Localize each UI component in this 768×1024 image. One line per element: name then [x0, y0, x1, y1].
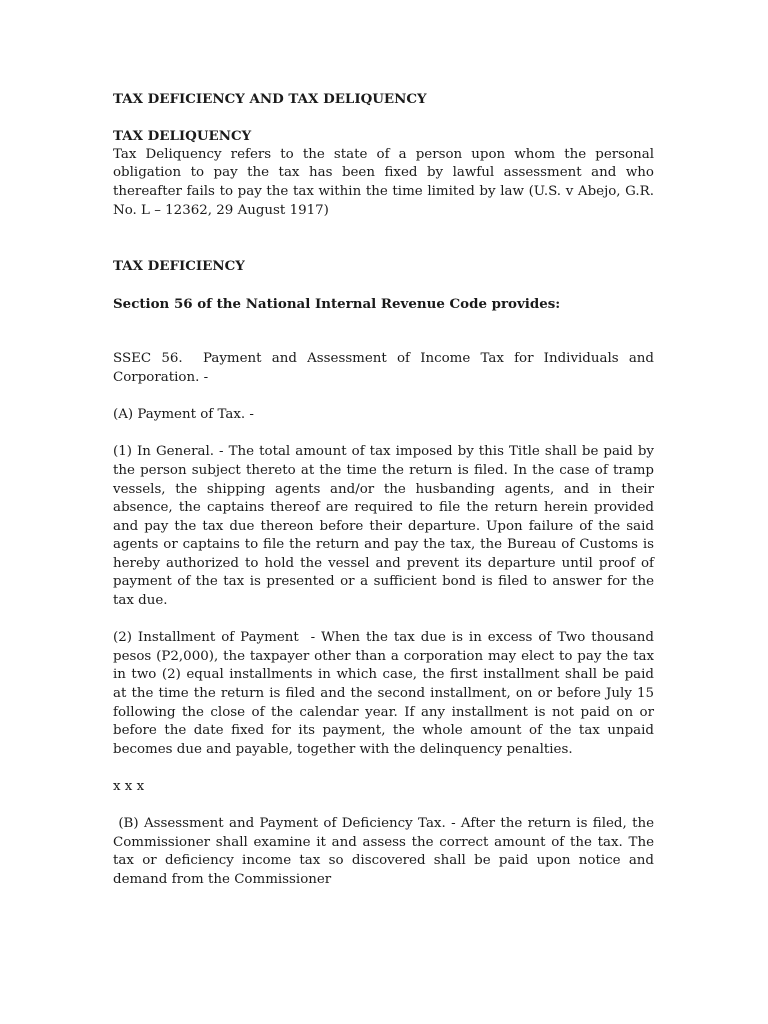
- paragraph-in-general: (1) In General. - The total amount of tax imposed by this Title shall be paid by the person subject thereto at the time the return is filed. In the case of tramp vessels, the shipping agents and/or the husbanding agents, and in their absence, the captains thereof are required to file the return herein provided and pay the tax due thereon before their departure. Upon failure of the said agents or captains to file the return and pay the tax, the Bureau of Customs is hereby authorized to hold the vessel and prevent its departure until proof of payment of the tax is presented or a sufficient bond is filed to answer for the tax due.: [113, 444, 654, 609]
- subsection-a-heading: (A) Payment of Tax. -: [113, 407, 254, 423]
- section-heading-tax-deficiency: TAX DEFICIENCY: [113, 258, 245, 275]
- section-56-intro: Section 56 of the National Internal Revenue Code provides:: [113, 295, 561, 312]
- paragraph-installment-of-payment: (2) Installment of Payment - When the tax due is in excess of Two thousand pesos (P2,000), the taxpayer other than a corporation may elect to pay the tax in two (2) equal installments in which case, the first installment shall be paid at the time the return is filed and the second installment, on or before July 15 following the close of the calendar year. If any installment is not paid on or before the date fixed for its payment, the whole amount of the tax unpaid becomes due and payable, together with the delinquency penalties.: [113, 630, 654, 757]
- document-page: [113, 90, 654, 890]
- ellipsis-marker: x x x: [113, 779, 145, 794]
- paragraph-deficiency-tax: (B) Assessment and Payment of Deficiency Tax. - After the return is filed, the Commissioner shall examine it and assess the correct amount of the tax. The tax or deficiency income tax so discovered shall be paid upon notice and demand from the Commissioner: [113, 816, 654, 887]
- document-title: TAX DEFICIENCY AND TAX DELIQUENCY: [113, 91, 427, 107]
- section-heading-tax-deliquency: TAX DELIQUENCY: [113, 128, 252, 145]
- sec-56-title: SSEC 56. Payment and Assessment of Income Tax for Individuals and Corporation. -: [113, 351, 654, 385]
- tax-deliquency-definition: Tax Deliquency refers to the state of a person upon whom the personal obligation to pay the tax has been fixed by lawful assessment and who thereafter fails to pay the tax within the time limited by law (U.S. v Abejo, G.R. No. L – 12362, 29 August 1917): [113, 146, 654, 218]
